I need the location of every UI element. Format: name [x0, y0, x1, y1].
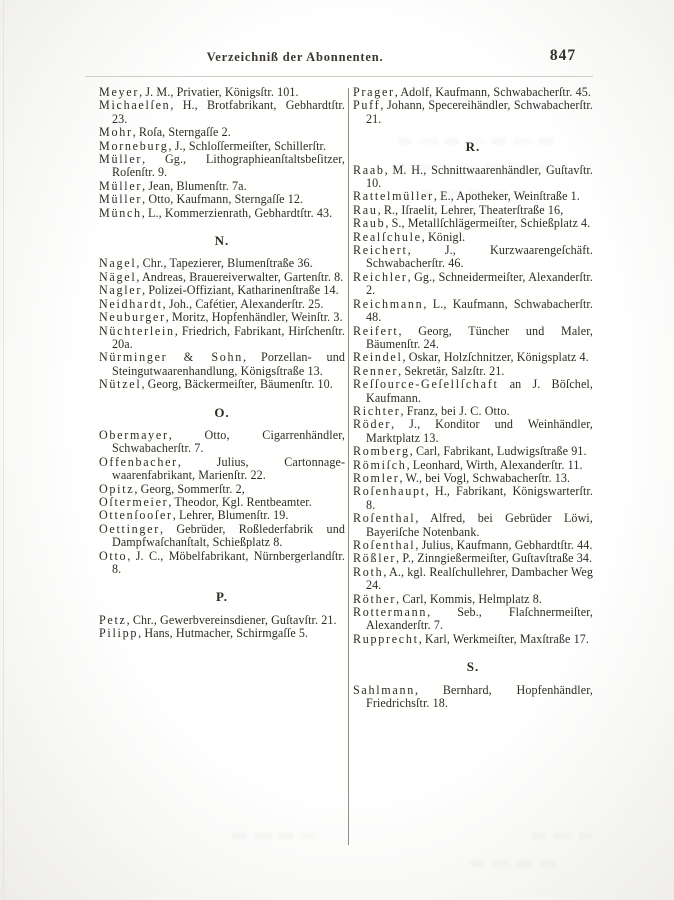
directory-entry — [99, 298, 345, 311]
directory-entry — [99, 207, 345, 220]
bleed-through-ghost — [140, 263, 315, 270]
entry-name: Offenbacher — [99, 454, 178, 469]
entry-text: , Theodor, Kgl. Rentbeamter. — [168, 494, 312, 509]
entry-name: Reichler — [353, 269, 408, 284]
entry-name: Renner — [353, 363, 399, 378]
entry-name: Romberg — [353, 444, 410, 459]
directory-entry — [353, 99, 593, 126]
page-number: 847 — [549, 47, 577, 64]
directory-entry — [99, 86, 345, 99]
directory-entry — [353, 325, 593, 352]
entry-name: Römiſch — [353, 457, 407, 472]
bleed-through-ghost — [392, 164, 562, 171]
entry-name: Nägel — [99, 269, 137, 284]
directory-entry — [99, 378, 345, 391]
entry-name: Nagler — [99, 283, 143, 298]
entry-text: , Otto, Cigarrenhändler, Schwabacherſtr. 7. — [112, 427, 345, 456]
directory-entry — [99, 429, 345, 456]
directory-entry — [353, 231, 593, 244]
entry-text: , J., Schloſſermeiſter, Schillerſtr. — [168, 138, 327, 153]
entry-text: , J., Konditor und Weinhändler, Marktplatz 13. — [366, 417, 593, 445]
directory-entry — [99, 325, 345, 352]
entry-text: , Joh., Cafétier, Alexanderſtr. 25. — [162, 296, 324, 311]
entry-text: , Roſa, Sterngaſſe 2. — [132, 125, 231, 140]
directory-entry — [353, 418, 593, 445]
entry-name: Realſchule — [353, 229, 422, 244]
directory-entry — [353, 86, 593, 99]
entry-name: Meyer — [99, 85, 140, 99]
bleed-through-ghost — [470, 860, 560, 867]
entry-text: , Johann, Specereihändler, Schwabacherſtr. 21. — [366, 98, 593, 126]
directory-entry — [353, 351, 593, 364]
directory-entry — [99, 550, 345, 577]
directory-entry — [99, 311, 345, 324]
entry-text: an J. Böſchel, Kaufmann. — [366, 377, 593, 405]
entry-text: , Alfred, bei Gebrüder Löwi, Bayeriſche Notenbank. — [366, 511, 593, 539]
column-left — [99, 86, 345, 641]
entry-text: , A., kgl. Realſchullehrer, Dambacher Weg 24. — [366, 564, 593, 593]
directory-entry — [99, 509, 345, 522]
directory-entry — [353, 459, 593, 472]
entry-name: Roſenhaupt — [353, 484, 426, 499]
directory-entry — [353, 539, 593, 552]
entry-text: , Bernhard, Hopfenhändler, Friedrichsſtr. 18. — [366, 682, 593, 711]
entry-name: Reichert — [353, 243, 408, 258]
entry-text: , Gebrüder, Roßlederfabrik und Dampfwaſchanſtalt, Schießplatz 8. — [112, 521, 345, 550]
entry-name: Romler — [353, 470, 400, 485]
entry-name: Mohr — [99, 125, 133, 140]
entry-name: Rattelmüller — [353, 189, 434, 204]
entry-text: , Georg, Bäckermeiſter, Bäumenſtr. 10. — [141, 377, 333, 392]
section-heading: N. — [214, 233, 230, 249]
entry-text: , W., bei Vogl, Schwabacherſtr. 13. — [399, 470, 571, 485]
entry-name: Petz — [99, 612, 127, 627]
directory-entry — [353, 378, 593, 405]
entry-name: Raab — [353, 162, 385, 177]
directory-entry — [99, 99, 345, 126]
entry-name: Reifert — [353, 323, 399, 338]
page-header — [85, 47, 593, 68]
entry-text: , H., Brotfabrikant, Gebhardtſtr. 23. — [112, 98, 345, 126]
entry-name: Roſenthal — [353, 538, 416, 552]
entry-name: Puff — [353, 98, 381, 113]
entry-text: , Chr., Tapezierer, Blumenſtraße 36. — [136, 256, 313, 271]
entry-name: Nürminger & Sohn — [99, 350, 244, 365]
entry-name: Müller — [99, 192, 143, 207]
entry-text: , Georg, Tüncher und Maler, Bäumenſtr. 24. — [366, 323, 593, 351]
entry-name: Nagel — [99, 256, 137, 271]
entry-text: , L., Kommerzienrath, Gebhardtſtr. 43. — [141, 205, 333, 220]
entry-name: Reichmann — [353, 296, 424, 311]
entry-text: , Moritz, Hopfenhändler, Weinſtr. 3. — [165, 310, 343, 325]
entry-text: , Adolf, Kaufmann, Schwabacherſtr. 45. — [394, 85, 592, 99]
entry-name: Röder — [353, 417, 392, 432]
entry-name: Oettinger — [99, 521, 160, 536]
entry-name: Rößler — [353, 551, 397, 566]
entry-text: , P., Zinngießermeiſter, Guſtavſtraße 34. — [396, 551, 593, 566]
entry-text: , Leonhard, Wirth, Alexanderſtr. 11. — [406, 457, 583, 472]
entry-name: Michaelſen — [99, 98, 171, 113]
entry-text: , M. H., Schnittwaarenhändler, Guſtavſtr. 10. — [366, 162, 593, 191]
entry-text: , Jean, Blumenſtr. 7a. — [142, 178, 247, 193]
entry-name: Ottenſooſer — [99, 508, 173, 523]
directory-entry — [99, 126, 345, 139]
entry-name: Müller — [99, 178, 143, 193]
section-heading: S. — [466, 659, 480, 675]
entry-text: , Oskar, Holzſchnitzer, Königsplatz 4. — [402, 350, 589, 365]
directory-entry — [99, 483, 345, 496]
entry-text: , L., Kaufmann, Schwabacherſtr. 48. — [366, 296, 593, 325]
entry-text: , J. C., Möbelfabrikant, Nürnbergerlandſtr. 8. — [112, 548, 345, 576]
entry-text: , Andreas, Brauereiverwalter, Gartenſtr. 8. — [136, 269, 344, 284]
entry-name: Nützel — [99, 377, 142, 392]
entry-name: Rupprecht — [353, 631, 419, 646]
entry-text: , E., Apotheker, Weinſtraße 1. — [433, 189, 580, 204]
column-divider — [348, 88, 349, 845]
entry-name: Oſtermeier — [99, 494, 169, 509]
entry-text: , S., Metallſchlägermeiſter, Schießplatz 4. — [385, 216, 591, 231]
entry-name: Obermayer — [99, 427, 169, 442]
entry-text: , J. M., Privatier, Königsſtr. 101. — [139, 85, 299, 99]
directory-entry — [353, 405, 593, 418]
directory-entry — [353, 606, 593, 633]
directory-entry — [99, 523, 345, 550]
entry-text: , Sekretär, Salzſtr. 21. — [398, 363, 505, 378]
directory-entry — [99, 627, 345, 640]
entry-text: , Hans, Hutmacher, Schirmgaſſe 5. — [138, 626, 309, 641]
entry-name: Müller — [99, 152, 143, 167]
entry-text: , Friedrich, Fabrikant, Hirſchenſtr. 20a. — [112, 323, 345, 351]
directory-entry — [99, 180, 345, 193]
entry-text: , Karl, Werkmeiſter, Maxſtraße 17. — [418, 631, 589, 646]
directory-entry — [353, 217, 593, 230]
entry-name: Rottermann — [353, 605, 428, 620]
running-title: Verzeichniß der Abonnenten. — [206, 50, 384, 64]
entry-name: Reſſource-Geſellſchaft — [353, 377, 499, 392]
directory-entry — [99, 351, 345, 378]
entry-name: Richter — [353, 403, 401, 418]
directory-entry — [353, 298, 593, 325]
entry-name: Röther — [353, 591, 397, 606]
entry-name: Morneburg — [99, 138, 169, 153]
entry-text: , R., Iſraelit, Lehrer, Theaterſtraße 16, — [377, 202, 564, 217]
directory-entry — [99, 193, 345, 206]
bleed-through-ghost — [532, 832, 592, 839]
directory-entry — [353, 244, 593, 271]
directory-entry — [353, 593, 593, 606]
entry-text: , Julius, Kaufmann, Gebhardtſtr. 44. — [415, 538, 593, 552]
entry-name: Reindel — [353, 350, 403, 365]
directory-entry — [353, 566, 593, 593]
bleed-through-ghost — [232, 832, 317, 839]
entry-text: , Königl. — [421, 229, 466, 244]
directory-entry — [99, 153, 345, 180]
entry-text: , Georg, Sommerſtr. 2, — [134, 481, 245, 496]
entry-text: , Carl, Kommis, Helmplatz 8. — [396, 591, 543, 606]
directory-entry — [99, 271, 345, 284]
section-heading: O. — [214, 404, 230, 420]
entry-text: , Chr., Gewerbvereinsdiener, Guſtavſtr. 21. — [126, 612, 337, 627]
entry-name: Otto — [99, 548, 128, 563]
entry-name: Neidhardt — [99, 296, 163, 311]
directory-entry — [353, 485, 593, 512]
entry-name: Nüchterlein — [99, 323, 175, 338]
entry-name: Rau — [353, 202, 378, 217]
section-heading: P. — [216, 589, 228, 605]
directory-entry — [99, 496, 345, 509]
entry-name: Pilipp — [99, 626, 139, 641]
entry-text: , Otto, Kaufmann, Sterngaſſe 12. — [142, 192, 304, 207]
entry-name: Roſenthal — [353, 511, 416, 526]
directory-entry — [353, 365, 593, 378]
entry-text: , Gg., Schneidermeiſter, Alexanderſtr. 2. — [366, 269, 593, 298]
header-rule — [85, 76, 593, 77]
directory-entry — [353, 633, 593, 646]
directory-entry — [353, 552, 593, 565]
entry-text: , Lehrer, Blumenſtr. 19. — [172, 508, 289, 523]
entry-text: , Seb., Flaſchnermeiſter, Alexanderſtr. 7. — [366, 605, 593, 633]
directory-entry — [353, 445, 593, 458]
directory-entry — [99, 456, 345, 483]
bleed-through-ghost — [152, 289, 302, 296]
column-right — [353, 86, 593, 710]
entry-text: , H., Fabrikant, Königswarterſtr. 8. — [366, 484, 593, 512]
entry-text: , J., Kurzwaarengeſchäft. Schwabacherſtr. 46. — [366, 243, 593, 271]
entry-text: , Carl, Fabrikant, Ludwigsſtraße 91. — [409, 444, 587, 459]
directory-entry — [353, 684, 593, 711]
directory-entry — [99, 614, 345, 627]
entry-text: , Julius, Cartonnagewaarenfabrikant, Marienſtr. 22. — [112, 454, 345, 483]
entry-name: Prager — [353, 85, 395, 99]
entry-name: Raub — [353, 216, 386, 231]
entry-name: Roth — [353, 564, 384, 579]
directory-entry — [353, 204, 593, 217]
directory-entry — [353, 271, 593, 298]
entry-name: Münch — [99, 205, 142, 220]
entry-text: , Franz, bei J. C. Otto. — [400, 403, 510, 418]
bleed-through-ghost — [398, 138, 558, 145]
bleed-through-ghost — [420, 190, 540, 197]
entry-text: , Gg., Lithographieanſtaltsbeſitzer, Roſenſtr. 9. — [112, 152, 345, 180]
entry-name: Opitz — [99, 481, 135, 496]
entry-text: , Porzellan- und Steingutwaarenhandlung, Königsſtraße 13. — [112, 350, 345, 378]
entry-name: Sahlmann — [353, 682, 415, 697]
paper-edge — [3, 0, 4, 900]
entry-text: , Polizei-Offiziant, Katharinenſtraße 14. — [142, 283, 339, 298]
entry-name: Neuburger — [99, 310, 166, 325]
directory-entry — [99, 140, 345, 153]
directory-entry — [353, 472, 593, 485]
directory-entry — [353, 512, 593, 539]
section-heading: R. — [465, 139, 481, 155]
